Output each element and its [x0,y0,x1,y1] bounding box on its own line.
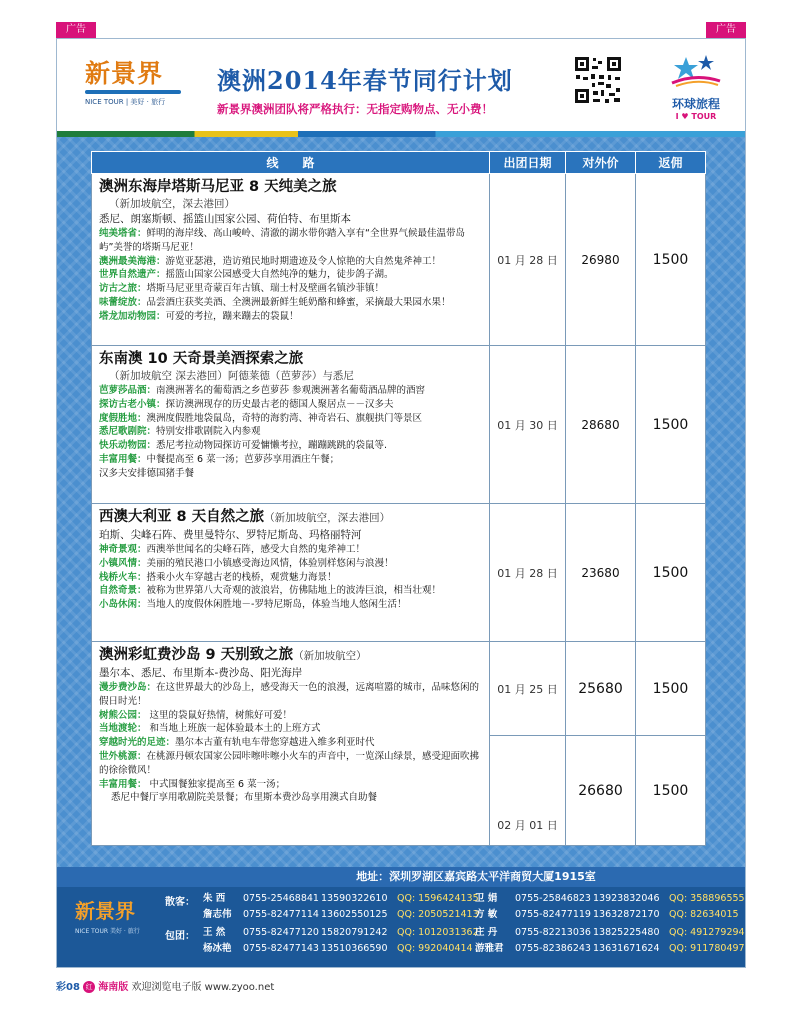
edition-mark: 红 [83,981,95,993]
contact-logo-text: 新景界 [75,899,135,923]
route-highlight: 世界自然遗产：摇篮山国家公园感受大自然纯净的魅力，徒步鸽子湖。 [99,269,394,281]
route-highlight: 探访古老小镇：探访澳洲现存的历史最古老的德国人聚居点－－汉多夫 [99,398,394,410]
route-highlight: 丰富用餐： 中式围餐独家提高至 6 菜一汤； [99,778,286,790]
global-tour-tagline: I ♥ TOUR [675,112,717,121]
table-row [92,174,706,346]
contact-logo [75,895,157,939]
contact-line: 詹志伟 0755-82477114 13602550125 QQ: 2050521413 [203,909,479,920]
route-highlight: 塔龙加动物园：可爱的考拉，蹦来蹦去的袋鼠！ [99,310,299,322]
route-highlight: 世外桃源：在桃源丹顿农国家公园咔嚓咔嚓小火车的声音中，一览深山绿景，感受迎面吹拂的徐徐微风！ [99,750,480,776]
page-number: 彩08 [56,982,80,993]
departure-date: 01 月 30 日 [490,346,566,504]
routes-table [91,151,706,846]
route-title: 东南澳 10 天奇景美酒探索之旅 [99,351,304,367]
route-highlight: 当地渡轮： 和当地上班族一起体验最本土的上班方式 [99,723,321,735]
route-title: 澳洲彩虹费沙岛 9 天别致之旅（新加坡航空） [99,647,367,663]
route-cell [92,642,490,846]
header-route: 线 路 [92,152,490,174]
header-rebate: 返佣 [636,152,706,174]
ad-label-right: 广告 [706,22,746,38]
contact-line: 王 然 0755-82477120 15820791242 QQ: 1012031362 [203,927,479,938]
website-note: 欢迎浏览电子版 www.zyoo.net [131,982,275,993]
contact-line: 庄 丹 0755-82213036 13825225480 QQ: 491279294 [475,927,745,938]
group-label-charter: 包团： [165,931,195,942]
route-highlight: 快乐动物园：悉尼考拉动物园探访可爱慵懒考拉，蹦蹦跳跳的袋鼠等. [99,440,388,452]
departure-date: 02 月 01 日 [490,736,566,846]
route-cell [92,504,490,642]
page-subtitle: 新景界澳洲团队将严格执行：无指定购物点、无小费！ [217,102,493,116]
route-highlight: 悉尼歌剧院：特别安排歌剧院入内参观 [99,426,261,438]
route-highlight: 小镇风情：美丽的殖民港口小镇感受海边风情，体验别样悠闲与浪漫！ [99,557,394,569]
table-header-row [92,152,706,174]
route-highlight: 树熊公园： 这里的袋鼠好热情，树熊好可爱！ [99,709,293,721]
contact-line: 方 敏 0755-82477119 13632872170 QQ: 82634015 [475,909,739,920]
route-note: 汉多夫安排德国猪手餐 [99,467,195,479]
departure-date: 01 月 25 日 [490,642,566,736]
contact-line: 杨冰艳 0755-82477143 13510366590 QQ: 992040414 [203,943,473,954]
route-cell [92,174,490,346]
nice-tour-logo [85,59,185,115]
rebate: 1500 [636,346,706,504]
star-swoosh-icon [668,53,724,89]
route-highlight: 神奇景观：西澳举世闻名的尖峰石阵，感受大自然的鬼斧神工！ [99,544,366,555]
logo-text: 新景界 [85,59,164,88]
route-highlight: 味蕾绽放：品尝酒庄获奖美酒、全澳洲最新鲜生蚝奶酪和蜂蜜，采摘最大果园水果！ [99,296,451,308]
route-airline: （新加坡航空，深去港回） [109,198,235,210]
route-airline: （新加坡航空，深去港回） [264,512,391,524]
route-highlight: 丰富用餐：中餐提高至 6 菜一汤；芭萝莎享用酒庄午餐； [99,453,340,465]
contact-line: 游雅君 0755-82386243 13631671624 QQ: 911780497 [475,943,745,954]
table-row [92,346,706,504]
route-highlight: 漫步费沙岛：在这世界最大的沙岛上，感受海天一色的浪漫，远离喧嚣的城市，品味悠闲的假日时光！ [99,682,480,707]
route-airline: （新加坡航空 深去港回）阿德莱德（芭萝莎）与悉尼 [109,370,354,382]
route-highlight: 澳洲最美海港：游览亚瑟港，造访殖民地时期遗迹及令人惊艳的大自然鬼斧神工！ [99,255,442,267]
price: 28680 [566,346,636,504]
route-note: 悉尼中餐厅享用歌剧院美景餐；布里斯本费沙岛享用澳式自助餐 [111,792,378,804]
qr-code-icon [573,55,623,105]
route-airline: （新加坡航空） [293,650,367,662]
header-price: 对外价 [566,152,636,174]
header [57,39,745,131]
route-highlight: 自然奇景：被称为世界第八大奇观的波浪岩，仿佛陆地上的波涛巨浪，相当壮观！ [99,585,442,597]
price: 25680 [566,642,636,736]
contact-logo-subtext: NICE TOUR 美好 · 旅行 [75,928,140,935]
contact-panel [57,887,745,967]
route-highlight: 栈桥火车：搭乘小火车穿越古老的栈桥，观赏魅力海景！ [99,571,337,583]
logo-subtext: NICE TOUR | 美好 · 旅行 [85,98,166,106]
departure-date: 01 月 28 日 [490,174,566,346]
route-title: 澳洲东海岸塔斯马尼亚 8 天纯美之旅 [99,179,337,195]
route-highlight: 纯美塔省：鲜明的海岸线、高山峻岭、清澈的湖水带你踏入享有“全世界气候最佳温带岛屿”美誉的塔斯马尼亚！ [99,228,465,253]
route-cell [92,346,490,504]
page-footer [56,978,274,993]
edition-name: 海南版 [98,982,129,993]
contact-line: 卫 娟 0755-25846823 13923832046 QQ: 358896555 [475,893,745,904]
route-highlight: 度假胜地：澳洲度假胜地袋鼠岛，奇特的海豹湾、神奇岩石、旗舰拱门等景区 [99,412,423,424]
ad-label-left: 广告 [56,22,96,38]
table-row [92,504,706,642]
contact-line: 朱 西 0755-25468841 13590322610 QQ: 1596424135 [203,893,479,904]
route-highlight: 穿越时光的足迹：墨尔本古董有轨电车带您穿越进入维多利亚时代 [99,737,375,749]
route-stops: 墨尔本、悉尼、布里斯本-费沙岛、阳光海岸 [99,667,303,679]
header-date: 出团日期 [490,152,566,174]
route-title: 西澳大利亚 8 天自然之旅（新加坡航空，深去港回） [99,509,391,525]
ad-frame [56,38,746,968]
rebate: 1500 [636,736,706,846]
table-row [92,642,706,736]
group-label-retail: 散客： [165,897,195,908]
route-highlight: 访古之旅：塔斯马尼亚里奇蒙百年古镇、瑞士村及壁画名镇沙菲镇！ [99,283,385,295]
route-stops: 珀斯、尖峰石阵、费里曼特尔、罗特尼斯岛、玛格丽特河 [99,529,362,541]
route-highlight: 芭萝莎品酒：南澳洲著名的葡萄酒之乡芭萝莎 参观澳洲著名葡萄酒品牌的酒窖 [99,385,426,396]
office-address: 地址：深圳罗湖区嘉宾路太平洋商贸大厦1915室 [57,867,745,887]
logo-swoosh [85,90,181,94]
page-title: 澳洲2014年春节同行计划 [217,66,513,95]
price: 26980 [566,174,636,346]
route-highlight: 小岛休闲：当地人的度假休闲胜地－-罗特尼斯岛，体验当地人悠闲生活！ [99,599,407,611]
rebate: 1500 [636,642,706,736]
price: 23680 [566,504,636,642]
departure-date: 01 月 28 日 [490,504,566,642]
global-tour-logo [663,53,729,119]
rebate: 1500 [636,504,706,642]
global-tour-name: 环球旅程 [671,97,720,111]
rebate: 1500 [636,174,706,346]
price: 26680 [566,736,636,846]
route-stops: 悉尼、朗塞斯顿、摇篮山国家公园、荷伯特、布里斯本 [99,213,351,225]
